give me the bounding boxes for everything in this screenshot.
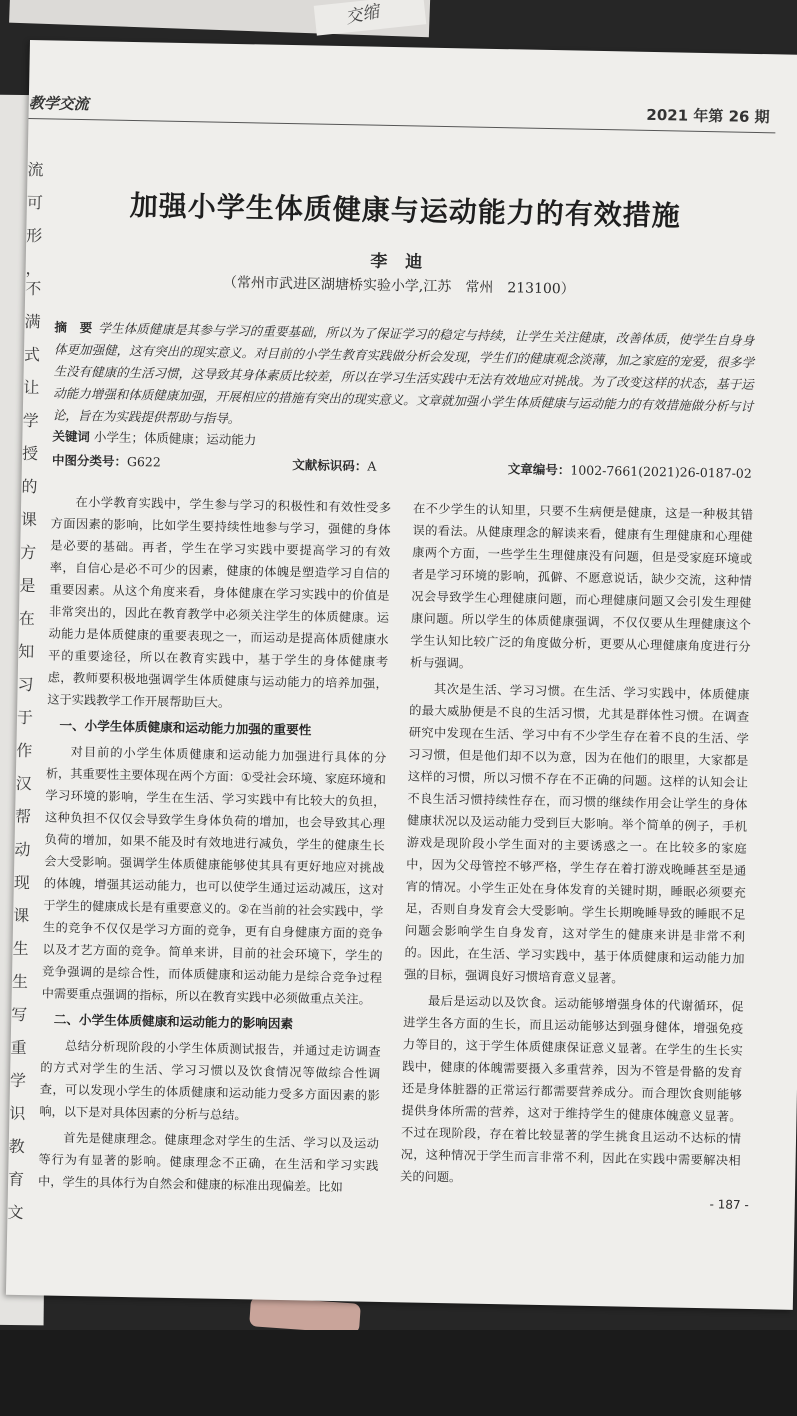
margin-fragment: 是: [19, 575, 36, 596]
scrap-text: 交缩: [343, 1, 382, 29]
body-column-right: [400, 497, 753, 1197]
section-header: 教学交流: [28, 93, 89, 114]
paragraph: 首先是健康理念。健康理念对学生的生活、学习以及运动等行为有显著的影响。健康理念不正确，在生活和学习实践中，学生的具体行为自然会和健康的标准出现偏差。比如: [37, 1130, 380, 1195]
section-heading-1: 一、小学生体质健康和运动能力加强的重要性: [59, 717, 312, 738]
margin-fragment: 写: [11, 1004, 28, 1025]
margin-fragment: 知: [18, 641, 35, 662]
body-column-left: [38, 490, 391, 1202]
margin-fragment: 学: [9, 1070, 27, 1091]
margin-fragment: 现: [13, 872, 31, 893]
margin-fragment: 可: [26, 192, 44, 213]
article-number: 文章编号：1002-7661(2021)26-0187-02: [507, 461, 752, 481]
margin-fragment: 在: [18, 608, 36, 629]
margin-fragment: 动: [14, 839, 31, 860]
paragraph: 最后是运动以及饮食。运动能够增强身体的代谢循环，促进学生各方面的生长，而且运动能够达到强身健体，增强免疫力等目的，这于学生体质健康保证意义显著。在学生的生长实践中，健康的体魄需要摄入多重营养，因为不管是骨骼的发育还是身体脏器的正常运行都需要营养成分。而合理饮食则能够提供身体所需的营养，这对于维持学生的健康体魄意义显著。不过在现阶段，存在着比较显著的学生挑食且运动不达标的情况，这种情况于学生而言非常不利，因此在实践中需要解决相关的问题。: [400, 993, 744, 1185]
margin-fragment: 满: [24, 311, 41, 332]
margin-fragment: 方: [19, 542, 37, 563]
section-heading-2: 二、小学生体质健康和运动能力的影响因素: [53, 1011, 294, 1032]
margin-fragment: 教: [8, 1136, 25, 1157]
margin-fragment: 习: [17, 674, 34, 695]
abstract-text: 学生体质健康是其参与学习的重要基础，所以为了保证学习的稳定与持续，让学生关注健康，改善体质，使学生自身身体更加强健，这有突出的现实意义。对目前的小学生教育实践做分析会发现，学生们的健康观念淡薄，加之家庭的宠爱，很多学生没有健康的生活习惯，这导致其身体素质比较差，所以在学习生活实践中无法有效地应对挑战。为了改变这样的状态，基于运动能力增强和体质健康加强，开展相应的措施有突出的现实意义。文章就加强小学生体质健康与运动能力的有效措施做分析与讨论，旨在为实践提供帮助与指导。: [52, 320, 755, 427]
margin-fragment: 文: [7, 1202, 24, 1223]
margin-fragment: 作: [16, 740, 33, 761]
abstract-label: 摘 要: [54, 319, 93, 336]
issue-header: 2021 年第 26 期: [646, 105, 770, 127]
clc-code: 中图分类号：G622: [51, 452, 161, 470]
margin-fragment: 授: [21, 443, 39, 464]
margin-fragment: 课: [13, 905, 30, 926]
paragraph: 在小学教育实践中，学生参与学习的积极性和有效性受多方面因素的影响，比如学生要持续性地参与学习，强健的身体是必要的基础。再者，学生在学习实践中要提高学习的有效率，自信心是必不可少的因素，健康的体魄是塑造学习自信的重要因素。从这个角度来看，身体健康在学习实践中的价值是非常突出的，因此在教育教学中必须关注学生的体质健康。运动能力是体质健康的重要表现之一，而运动是提高体质健康水平的重要途径，所以在教育实践中，基于学生的身体健康考虑，教师要积极地强调学生体质健康与运动能力的培养加强，这于实践教学工作开展帮助巨大。: [47, 494, 392, 710]
background-surface: [0, 1330, 797, 1416]
article-author: 李 迪: [370, 251, 429, 273]
keywords-label: 关键词: [52, 428, 91, 445]
margin-fragment: 流: [27, 159, 44, 180]
margin-fragment: 形: [26, 225, 43, 246]
paragraph: 其次是生活、学习习惯。在生活、学习实践中，体质健康的最大威胁便是不良的生活习惯，尤其是群体性习惯。在调查研究中发现在生活、学习中有不少学生存在着不良的生活、学习习惯，但是他们却不以为意，因为在他们的眼里，大家都是这样的习惯，所以习惯不存在不正确的问题。这样的认知会让不良生活习惯持续性存在，而习惯的继续作用会让学生的身体健康状况以及运动能力受到巨大影响。举个简单的例子，手机游戏是现阶段小学生面对的主要诱惑之一。在比较多的家庭中，因为父母管控不够严格，学生存在着打游戏晚睡甚至是通宵的情况。小学生正处在身体发育的关键时期，睡眠必须要充足，否则自身发育会大受影响。学生长期晚睡导致的睡眠不足问题会影响学生自身发育，这对学生的健康来讲是非常不利的。因此，在生活、学习实践中，基于体质健康和运动能力加强的目标，强调良好习惯培育意义显著。: [403, 681, 750, 986]
margin-fragment: 育: [7, 1169, 25, 1190]
journal-page: [6, 40, 797, 1310]
margin-fragment: 识: [9, 1103, 26, 1124]
keywords: [52, 427, 256, 449]
margin-fragment: 式: [23, 344, 41, 365]
margin-fragment: 帮: [14, 806, 32, 827]
margin-fragment: 的: [21, 476, 38, 497]
margin-fragment: ，不: [25, 258, 42, 299]
margin-fragment: 课: [20, 509, 37, 530]
keywords-text: 小学生；体质健康；运动能力: [93, 429, 257, 448]
author-affiliation: （常州市武进区湖塘桥实验小学,江苏 常州 213100）: [222, 274, 575, 298]
paragraph: 对目前的小学生体质健康和运动能力加强进行具体的分析，其重要性主要体现在两个方面：①受社会环境、家庭环境和学习环境的影响，学生在生活、学习实践中有比较大的负担，这种负担不仅仅会导致学生身体负荷的增加，也会导致其心理负荷的增加，如果不能及时有效地进行减负，学生的健康生长会大受影响。强调学生体质健康能够使其具有更好地应对挑战的体魄，增强其运动能力，也可以使学生通过运动减压，这对于学生的健康成长是有重要意义的。②在当前的社会实践中，学生的竞争不仅仅是学习方面的竞争，更有自身健康方面的竞争以及才艺方面的竞争。简单来讲，目前的社会环境下，学生的竞争强调的是综合性，而体质健康和运动能力是综合竞争过程中需要重点强调的指标，所以在教育实践中必须做重点关注。: [41, 744, 387, 1007]
margin-fragment: 让: [23, 377, 40, 398]
article-title: 加强小学生体质健康与运动能力的有效措施: [129, 188, 682, 233]
margin-fragment: 汉: [15, 773, 32, 794]
background-object: [249, 1296, 361, 1334]
document-code: 文献标识码：A: [292, 457, 377, 474]
abstract: [53, 317, 755, 440]
classification-row: [52, 451, 752, 482]
margin-fragment: 生: [12, 938, 29, 959]
page-number: - 187 -: [709, 1197, 749, 1213]
margin-fragment: 于: [16, 707, 34, 728]
paragraph: 在不少学生的认知里，只要不生病便是健康，这是一种极其错误的看法。从健康理念的解读来看，健康有生理健康和心理健康两个方面，一些学生生理健康没有问题，但是受家庭环境或者是学习环境的影响，孤僻、不愿意说话，缺少交流，这种情况会导致学生心理健康问题，而心理健康问题又会引发生理健康问题。所以学生的体质健康强调，不仅仅要从生理健康这个学生认知比较广泛的角度做分析，更要从心理健康角度进行分析与强调。: [409, 501, 754, 671]
margin-fragment: 学: [22, 410, 39, 431]
margin-fragment: 重: [10, 1037, 27, 1058]
paragraph: 总结分析现阶段的小学生体质测试报告，并通过走访调查的方式对学生的生活、学习习惯以及饮食情况等做综合性调查，可以发现小学生的体质健康和运动能力受多方面因素的影响，以下是对具体因素的分析与总结。: [39, 1038, 381, 1123]
margin-fragment: 生: [11, 971, 29, 992]
